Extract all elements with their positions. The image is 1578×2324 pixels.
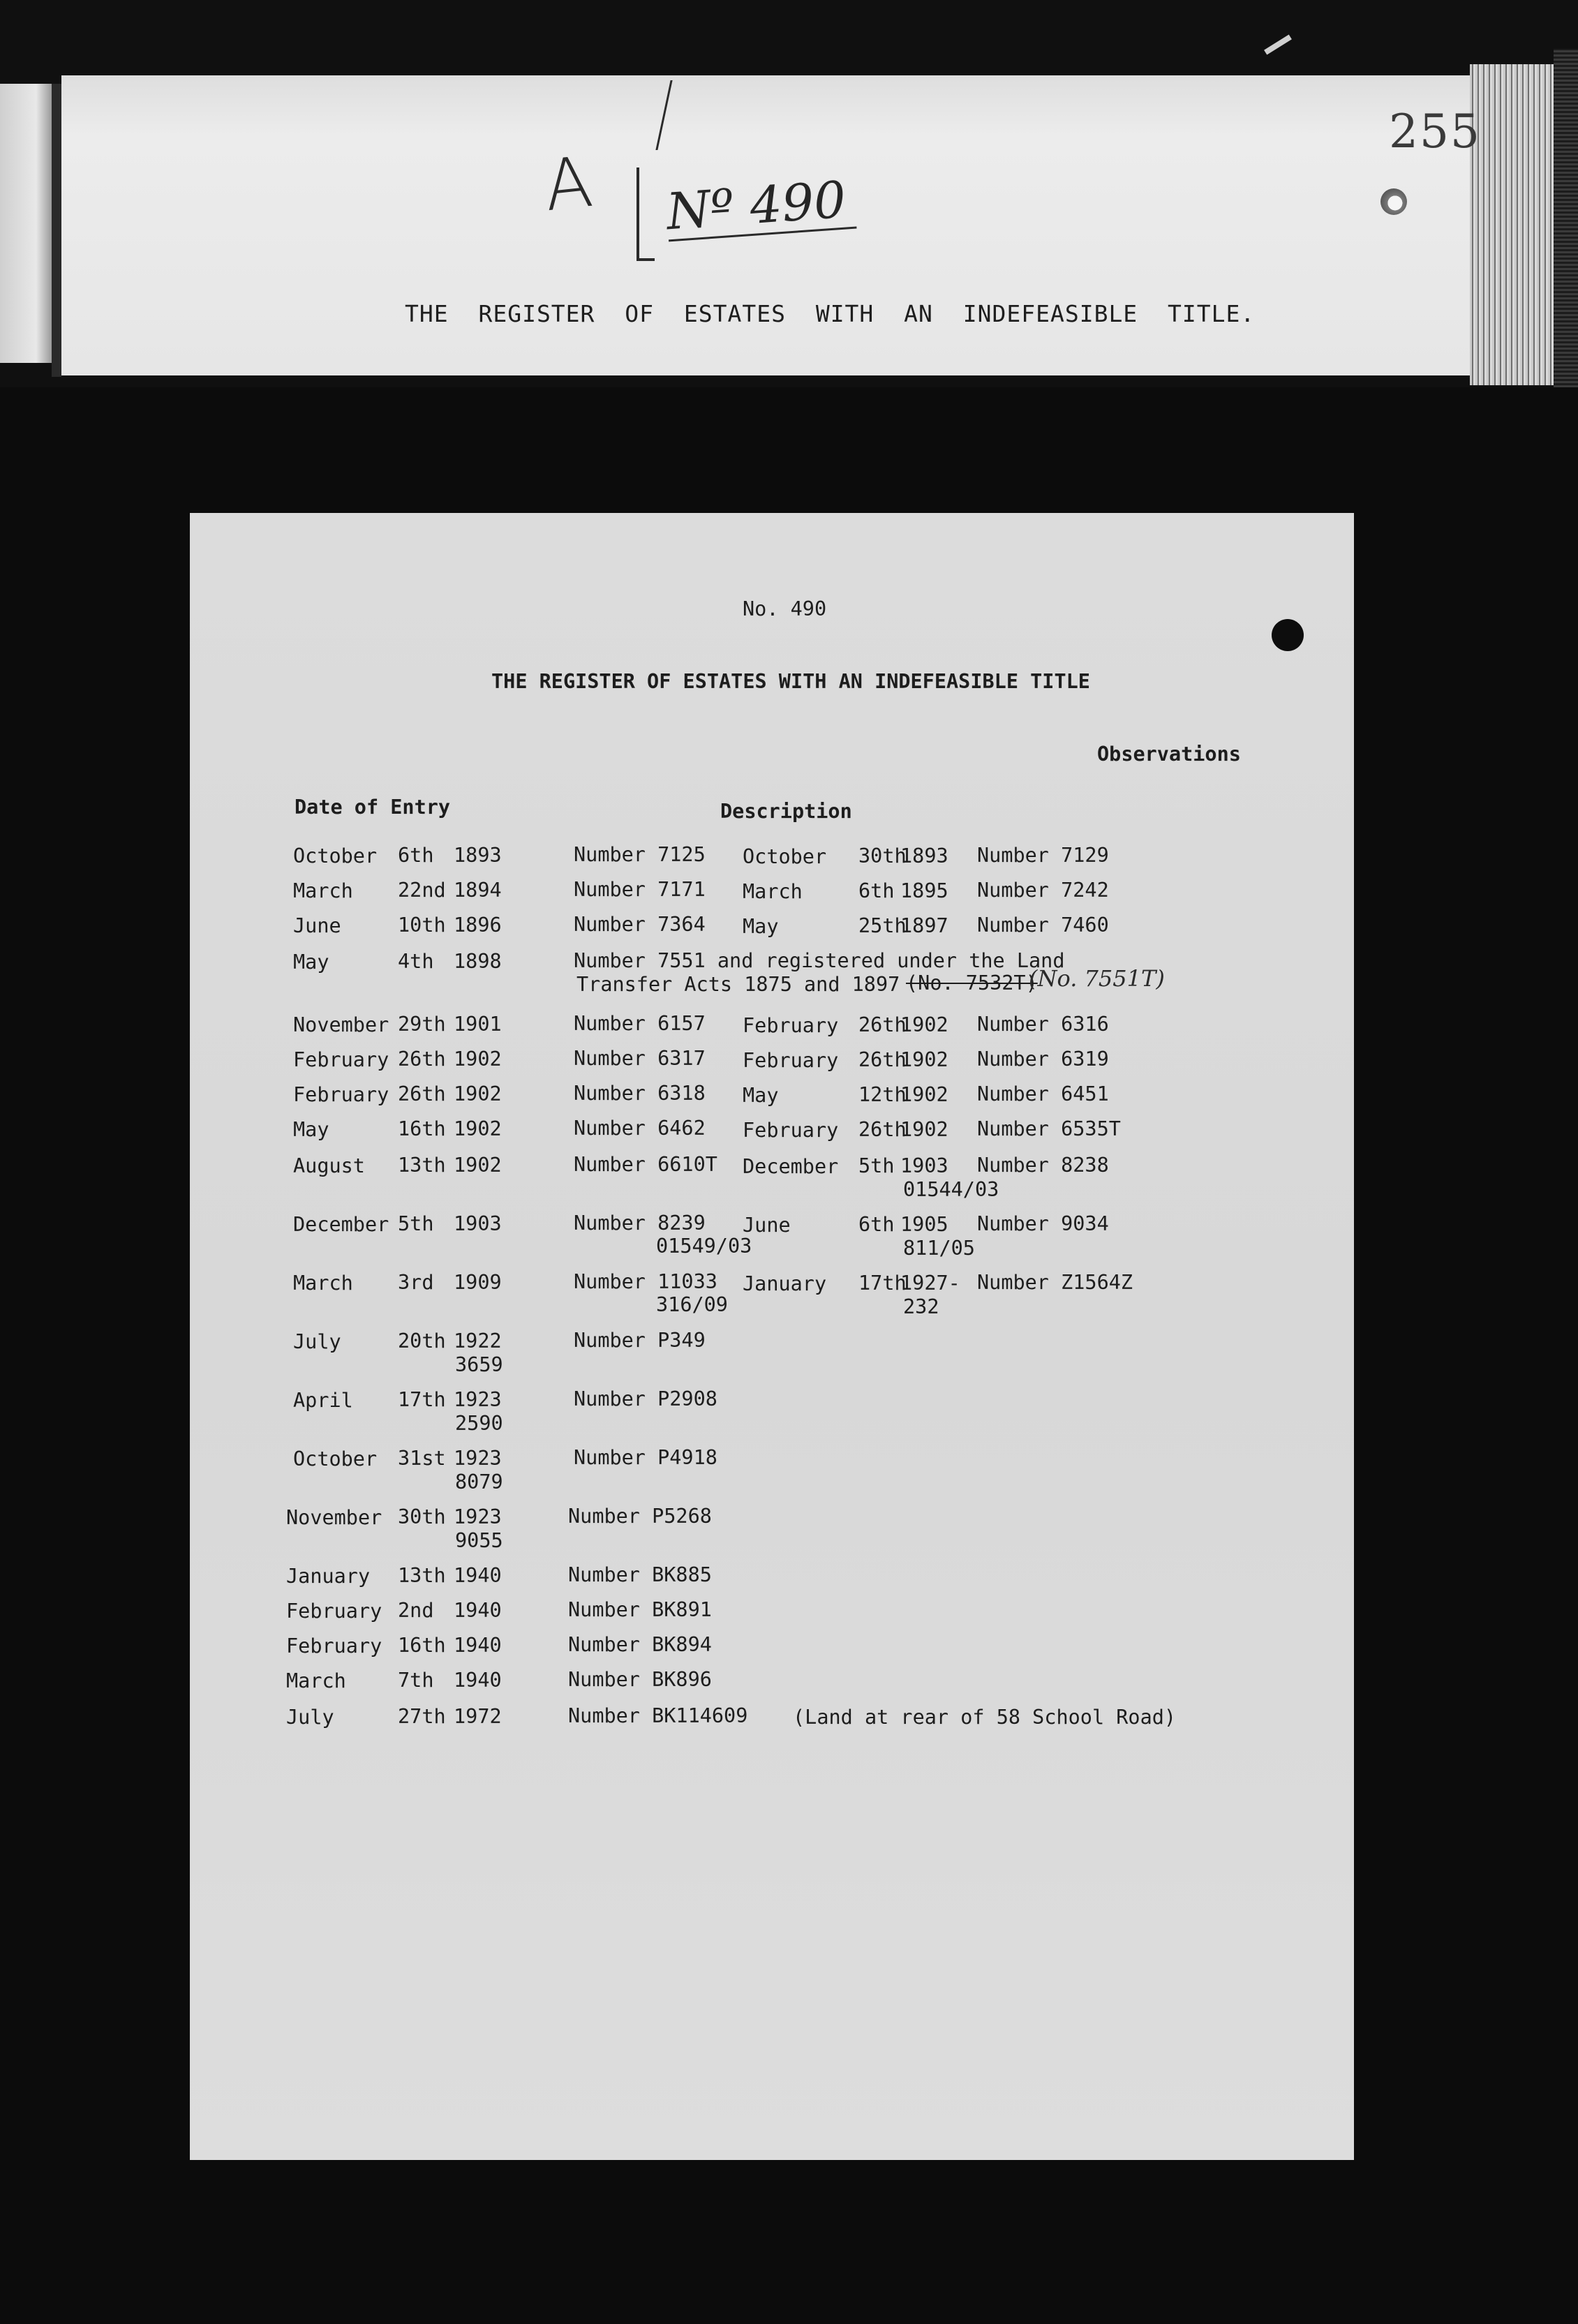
second-entry-day: 6th [858, 1213, 895, 1236]
second-entry-description: Number 6535T [977, 1117, 1121, 1140]
second-entry-year: 1902 [900, 1048, 948, 1071]
entry-year-note: 8079 [455, 1470, 503, 1494]
entry-year: 1909 [454, 1271, 502, 1294]
entry-month: April [293, 1389, 353, 1412]
second-entry-month: October [743, 845, 827, 868]
entry-description: Number BK894 [568, 1633, 712, 1656]
entry-description: Number 11033 [574, 1270, 717, 1293]
second-entry-year: 1902 [900, 1083, 948, 1106]
second-entry-year: 1893 [900, 844, 948, 867]
second-entry-year: 1903 [900, 1154, 948, 1177]
entry-month: June [293, 914, 341, 937]
entry-month: March [293, 1272, 353, 1295]
handwritten-correction: (No. 7551T) [1029, 965, 1165, 992]
entry-year: 1902 [454, 1048, 502, 1071]
entry-year: 1923 [454, 1447, 502, 1470]
entry-day: 26th [398, 1048, 446, 1071]
entry-description: Number 8239 [574, 1212, 706, 1235]
entry-month: January [286, 1565, 371, 1588]
page-tab [1264, 34, 1292, 54]
entry-description-note: 316/09 [656, 1293, 728, 1316]
entry-month: November [293, 1013, 389, 1036]
entry-month: December [293, 1213, 389, 1236]
second-entry-description: Number 7460 [977, 914, 1109, 937]
entry-month: February [286, 1634, 382, 1658]
handwritten-letter: A [540, 140, 597, 228]
entry-month: February [293, 1048, 389, 1071]
entry-month: July [286, 1706, 334, 1729]
entry-day: 4th [398, 950, 434, 973]
entry-day: 22nd [398, 879, 446, 902]
entry-month: March [286, 1669, 346, 1692]
second-entry-year: 1895 [900, 879, 948, 902]
entry-year: 1902 [454, 1082, 502, 1105]
entry-description: Number 7364 [574, 913, 706, 936]
second-entry-month: February [743, 1014, 839, 1037]
second-entry-year-note: 01544/03 [903, 1178, 999, 1201]
second-entry-day: 26th [858, 1118, 907, 1141]
entry-day: 16th [398, 1634, 446, 1657]
entry-day: 26th [398, 1082, 446, 1105]
ledger-title: THE REGISTER OF ESTATES WITH AN INDEFEASIBLE TITLE. [405, 300, 1256, 327]
second-entry-year: 1905 [900, 1213, 948, 1236]
entry-day: 17th [398, 1388, 446, 1411]
entry-description: Number P4918 [574, 1446, 717, 1469]
entry-year: 1902 [454, 1154, 502, 1177]
entry-description: Number 7551 and registered under the Land [574, 949, 1065, 972]
date-of-entry-header: Date of Entry [295, 796, 451, 819]
entry-description: Number 6317 [574, 1047, 706, 1070]
entry-month: October [293, 844, 378, 867]
second-entry-month: December [743, 1155, 839, 1178]
entry-year: 1940 [454, 1564, 502, 1587]
handwritten-entry-number: Nº 490 [664, 172, 856, 242]
entry-month: August [293, 1154, 365, 1177]
second-entry-day: 12th [858, 1083, 907, 1106]
struck-out-number: (No. 7532T) [906, 971, 1038, 995]
entry-day: 7th [398, 1669, 434, 1692]
ledger-strip [0, 0, 1578, 387]
folio-number: 255 [1389, 105, 1481, 158]
entry-description: Number P5268 [568, 1505, 712, 1528]
entry-day: 16th [398, 1117, 446, 1140]
description-header: Description [720, 800, 852, 823]
entry-year-note: 9055 [455, 1529, 503, 1552]
second-entry-month: January [743, 1272, 827, 1295]
ledger-punch-hole [1380, 188, 1407, 215]
entry-year: 1940 [454, 1669, 502, 1692]
entry-description: Number 6462 [574, 1117, 706, 1140]
entry-day: 10th [398, 914, 446, 937]
entry-month: March [293, 879, 353, 902]
entry-month: February [293, 1083, 389, 1106]
entry-description: Number 6318 [574, 1082, 706, 1105]
second-entry-month: March [743, 880, 803, 903]
sheet-title: THE REGISTER OF ESTATES WITH AN INDEFEASIBLE TITLE [491, 670, 1090, 693]
second-entry-month: June [743, 1214, 791, 1237]
sheet-number: No. 490 [743, 597, 827, 620]
entry-year: 1902 [454, 1117, 502, 1140]
second-entry-description: Number 7242 [977, 879, 1109, 902]
entry-description: Number BK114609 [568, 1704, 748, 1727]
entry-day: 27th [398, 1705, 446, 1728]
handwritten-bracket [637, 167, 655, 261]
second-entry-year-note: 811/05 [903, 1237, 975, 1260]
observation-note: (Land at rear of 58 School Road) [793, 1706, 1177, 1729]
second-entry-year: 1902 [900, 1013, 948, 1036]
entry-day: 30th [398, 1505, 446, 1528]
entry-description: Number P2908 [574, 1387, 717, 1410]
entry-year: 1901 [454, 1013, 502, 1036]
book-gutter [52, 84, 61, 377]
entry-day: 13th [398, 1564, 446, 1587]
facing-page-edge [0, 84, 52, 363]
second-entry-description: Number 8238 [977, 1154, 1109, 1177]
second-entry-day: 5th [858, 1154, 895, 1177]
entry-year: 1898 [454, 950, 502, 973]
entry-description: Number BK891 [568, 1598, 712, 1621]
entry-year: 1923 [454, 1505, 502, 1528]
entry-year: 1903 [454, 1212, 502, 1235]
entry-year: 1972 [454, 1705, 502, 1728]
observations-header: Observations [1097, 743, 1241, 766]
second-entry-day: 25th [858, 914, 907, 937]
entry-description: Number 6157 [574, 1012, 706, 1035]
entry-year: 1894 [454, 879, 502, 902]
entry-year: 1923 [454, 1388, 502, 1411]
entry-month: November [286, 1506, 382, 1529]
second-entry-year: 1902 [900, 1118, 948, 1141]
entry-description: Number BK885 [568, 1563, 712, 1586]
entry-description: Number 6610T [574, 1153, 717, 1176]
entry-year: 1896 [454, 914, 502, 937]
second-entry-month: May [743, 915, 779, 938]
entry-day: 13th [398, 1154, 446, 1177]
second-entry-month: February [743, 1119, 839, 1142]
second-entry-day: 30th [858, 844, 907, 867]
entry-month: July [293, 1330, 341, 1353]
entry-year-note: 2590 [455, 1412, 503, 1435]
entry-description-line2: Transfer Acts 1875 and 1897 [576, 973, 900, 996]
second-entry-day: 26th [858, 1013, 907, 1036]
entry-day: 2nd [398, 1599, 434, 1622]
second-entry-description: Number Z1564Z [977, 1271, 1133, 1294]
second-entry-description: Number 9034 [977, 1212, 1109, 1235]
entry-day: 29th [398, 1013, 446, 1036]
sheet-punch-hole [1272, 619, 1304, 651]
entry-year: 1940 [454, 1599, 502, 1622]
entry-description-note: 01549/03 [656, 1235, 752, 1258]
entry-year: 1922 [454, 1329, 502, 1353]
second-entry-description: Number 7129 [977, 844, 1109, 867]
entry-description: Number P349 [574, 1329, 706, 1352]
entry-description: Number BK896 [568, 1668, 712, 1691]
second-entry-year-note: 232 [903, 1295, 939, 1318]
entry-year: 1893 [454, 844, 502, 867]
second-entry-description: Number 6451 [977, 1082, 1109, 1105]
binding-cloth [1554, 49, 1578, 387]
second-entry-year: 1927- [900, 1272, 960, 1295]
second-entry-day: 17th [858, 1272, 907, 1295]
entry-description: Number 7171 [574, 878, 706, 901]
entry-day: 3rd [398, 1271, 434, 1294]
second-entry-day: 6th [858, 879, 895, 902]
entry-year-note: 3659 [455, 1353, 503, 1376]
entry-month: February [286, 1600, 382, 1623]
entry-day: 31st [398, 1447, 446, 1470]
entry-year: 1940 [454, 1634, 502, 1657]
second-entry-day: 26th [858, 1048, 907, 1071]
entry-day: 5th [398, 1212, 434, 1235]
entry-month: May [293, 1118, 329, 1141]
second-entry-month: May [743, 1084, 779, 1107]
entry-day: 6th [398, 844, 434, 867]
second-entry-description: Number 6319 [977, 1048, 1109, 1071]
second-entry-month: February [743, 1049, 839, 1072]
page-block-edges [1470, 64, 1554, 385]
second-entry-description: Number 6316 [977, 1013, 1109, 1036]
entry-day: 20th [398, 1329, 446, 1353]
entry-month: October [293, 1447, 378, 1470]
entry-month: May [293, 951, 329, 974]
second-entry-year: 1897 [900, 914, 948, 937]
entry-description: Number 7125 [574, 843, 706, 866]
